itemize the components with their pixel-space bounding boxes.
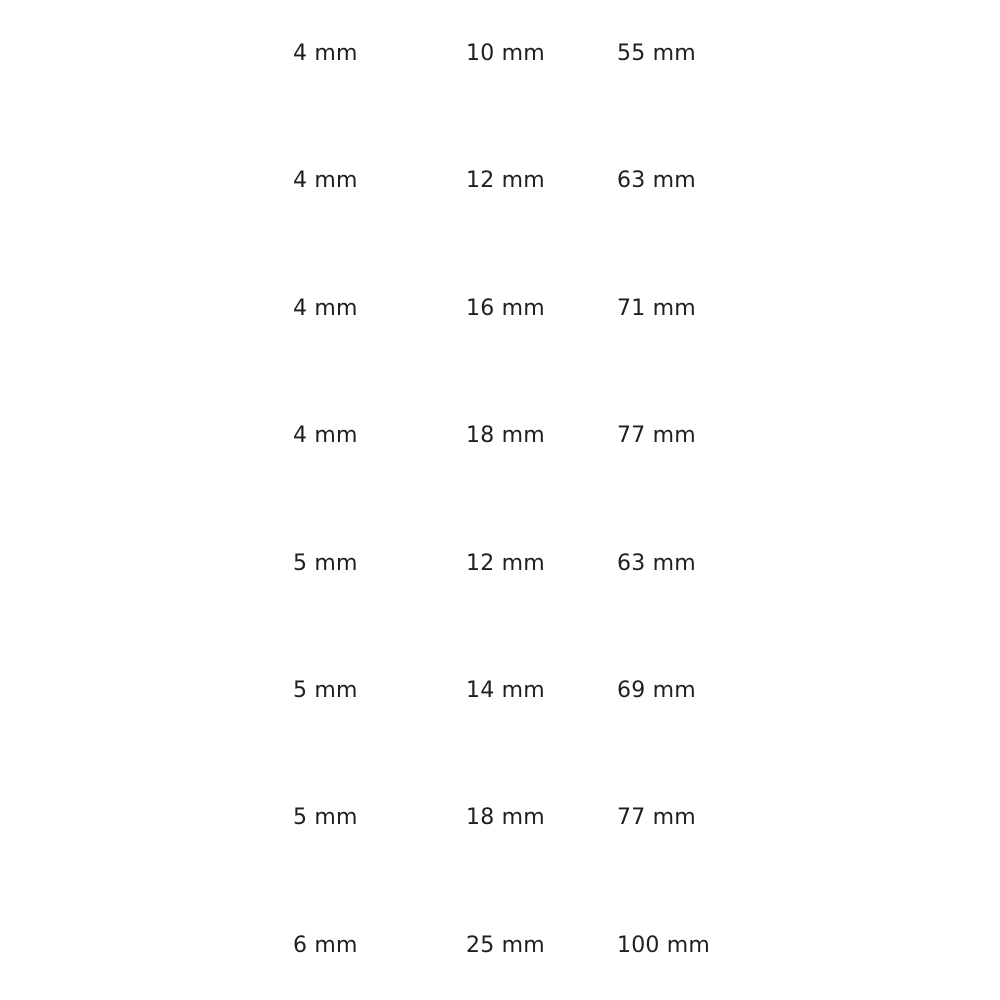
table-cell-col1: 4 mm	[293, 41, 358, 66]
table-row	[0, 798, 1000, 838]
table-cell-col2: 10 mm	[466, 41, 545, 66]
table-row	[0, 671, 1000, 711]
table-cell-col2: 14 mm	[466, 678, 545, 703]
table-cell-col2: 18 mm	[466, 805, 545, 830]
table-cell-col1: 4 mm	[293, 423, 358, 448]
table-row	[0, 289, 1000, 329]
table-cell-col1: 4 mm	[293, 296, 358, 321]
table-row	[0, 416, 1000, 456]
table-cell-col2: 12 mm	[466, 551, 545, 576]
table-cell-col3: 69 mm	[617, 678, 696, 703]
table-cell-col3: 77 mm	[617, 805, 696, 830]
table-cell-col1: 5 mm	[293, 678, 358, 703]
table-cell-col3: 55 mm	[617, 41, 696, 66]
table-cell-col2: 16 mm	[466, 296, 545, 321]
table-cell-col3: 63 mm	[617, 168, 696, 193]
table-cell-col2: 12 mm	[466, 168, 545, 193]
table-cell-col3: 63 mm	[617, 551, 696, 576]
table-row	[0, 926, 1000, 966]
table-cell-col1: 5 mm	[293, 805, 358, 830]
table-row	[0, 34, 1000, 74]
table-cell-col1: 6 mm	[293, 933, 358, 958]
table-cell-col3: 100 mm	[617, 933, 711, 958]
table-cell-col3: 77 mm	[617, 423, 696, 448]
table-cell-col3: 71 mm	[617, 296, 696, 321]
table-row	[0, 161, 1000, 201]
table-cell-col2: 25 mm	[466, 933, 545, 958]
table-cell-col2: 18 mm	[466, 423, 545, 448]
table-cell-col1: 4 mm	[293, 168, 358, 193]
table-row	[0, 544, 1000, 584]
table-cell-col1: 5 mm	[293, 551, 358, 576]
